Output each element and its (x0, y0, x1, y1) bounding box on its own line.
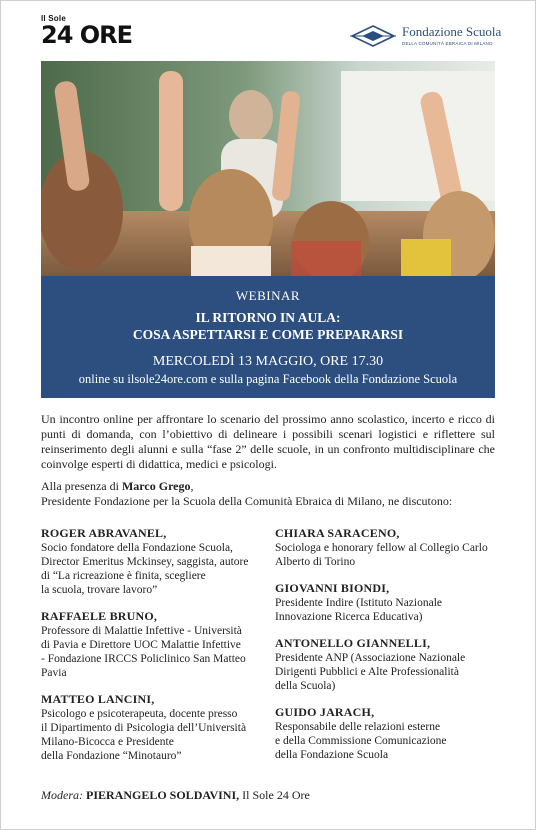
speaker-role: Psicologo e psicoterapeuta, docente presso il Dipartimento di Psicologia dell’Università Milano-Bicocca e Presidente della Fondazione “Minotauro” (41, 708, 247, 762)
banner-date: MERCOLEDÌ 13 MAGGIO, ORE 17.30 (152, 354, 384, 369)
speaker-role: Responsabile delle relazioni esterne e della Commissione Comunicazione della Fondazione Scuola (275, 721, 447, 761)
speaker-name: ROGER ABRAVANEL, (41, 526, 167, 540)
speaker-name: MATTEO LANCINI, (41, 692, 155, 706)
presence-prefix: Alla presenza di (41, 479, 122, 493)
speaker-role: Professore di Malattie Infettive - Università di Pavia e Direttore UOC Malattie Infettive - Fondazione IRCCS Policlinico San Matteo Pavia (41, 625, 246, 679)
classroom-photo (41, 61, 495, 276)
speaker-role: Socio fondatore della Fondazione Scuola, Director Emeritus Mckinsey, saggista, autore di “La ricreazione è finita, scegliere la scuola, trovare lavoro” (41, 542, 249, 596)
webinar-banner (41, 276, 495, 398)
speaker-item (41, 692, 261, 763)
speaker-name: GUIDO JARACH, (275, 705, 375, 719)
moderator-line (41, 788, 310, 803)
speakers-left-column (41, 526, 261, 775)
speaker-role: Presidente Indire (Istituto Nazionale Innovazione Ricerca Educativa) (275, 597, 443, 623)
fondazione-name: Fondazione Scuola (402, 24, 502, 39)
sole-logo-small: Il Sole (41, 14, 66, 23)
presence-name: Marco Grego (121, 479, 191, 493)
speakers-right-column (275, 526, 495, 774)
presence-line2: Presidente Fondazione per la Scuola della Comunità Ebraica di Milano, ne discutono: (41, 494, 453, 508)
fondazione-subtitle: DELLA COMUNITÀ EBRAICA DI MILANO (402, 41, 493, 46)
intro-paragraph: Un incontro online per affrontare lo scenario del prossimo anno scolastico, incerto e ricco di punti di domanda, con l’obiettivo di delineare i possibili scenari logistici e riflettere sul reinserimento degli alunni e sulla “fase 2” delle scuole, in un confronto multidisciplinare che coinvolge esperti di didattica, medici e psicologi. (41, 412, 495, 471)
speaker-item (275, 581, 495, 624)
speaker-item (275, 705, 495, 762)
speaker-item (41, 526, 261, 597)
speaker-name: RAFFAELE BRUNO, (41, 609, 158, 623)
banner-title-line1: IL RITORNO IN AULA: (195, 310, 341, 325)
speaker-role: Sociologa e honorary fellow al Collegio Carlo Alberto di Torino (275, 542, 488, 568)
presence-suffix: , (190, 479, 194, 493)
speaker-role: Presidente ANP (Associazione Nazionale Dirigenti Pubblici e Alte Professionalità della Scuola) (275, 652, 466, 692)
banner-online-info: online su ilsole24ore.com e sulla pagina Facebook della Fondazione Scuola (78, 372, 458, 386)
speaker-item (275, 526, 495, 569)
speaker-name: ANTONELLO GIANNELLI, (275, 636, 431, 650)
fondazione-emblem-icon (350, 24, 396, 48)
moderator-label: Modera: (41, 788, 83, 802)
moderator-affiliation: Il Sole 24 Ore (242, 788, 310, 802)
sole-logo-big: 24 ORE (41, 21, 133, 49)
speaker-item (275, 636, 495, 693)
sole-24-ore-logo (41, 14, 141, 54)
banner-title-line2: COSA ASPETTARSI E COME PREPARARSI (132, 327, 404, 342)
presence-paragraph (41, 479, 501, 509)
speaker-name: CHIARA SARACENO, (275, 526, 400, 540)
banner-label: WEBINAR (235, 288, 301, 303)
moderator-name: PIERANGELO SOLDAVINI, (86, 788, 240, 802)
speaker-item (41, 609, 261, 680)
fondazione-scuola-logo (350, 22, 500, 52)
speaker-name: GIOVANNI BIONDI, (275, 581, 390, 595)
